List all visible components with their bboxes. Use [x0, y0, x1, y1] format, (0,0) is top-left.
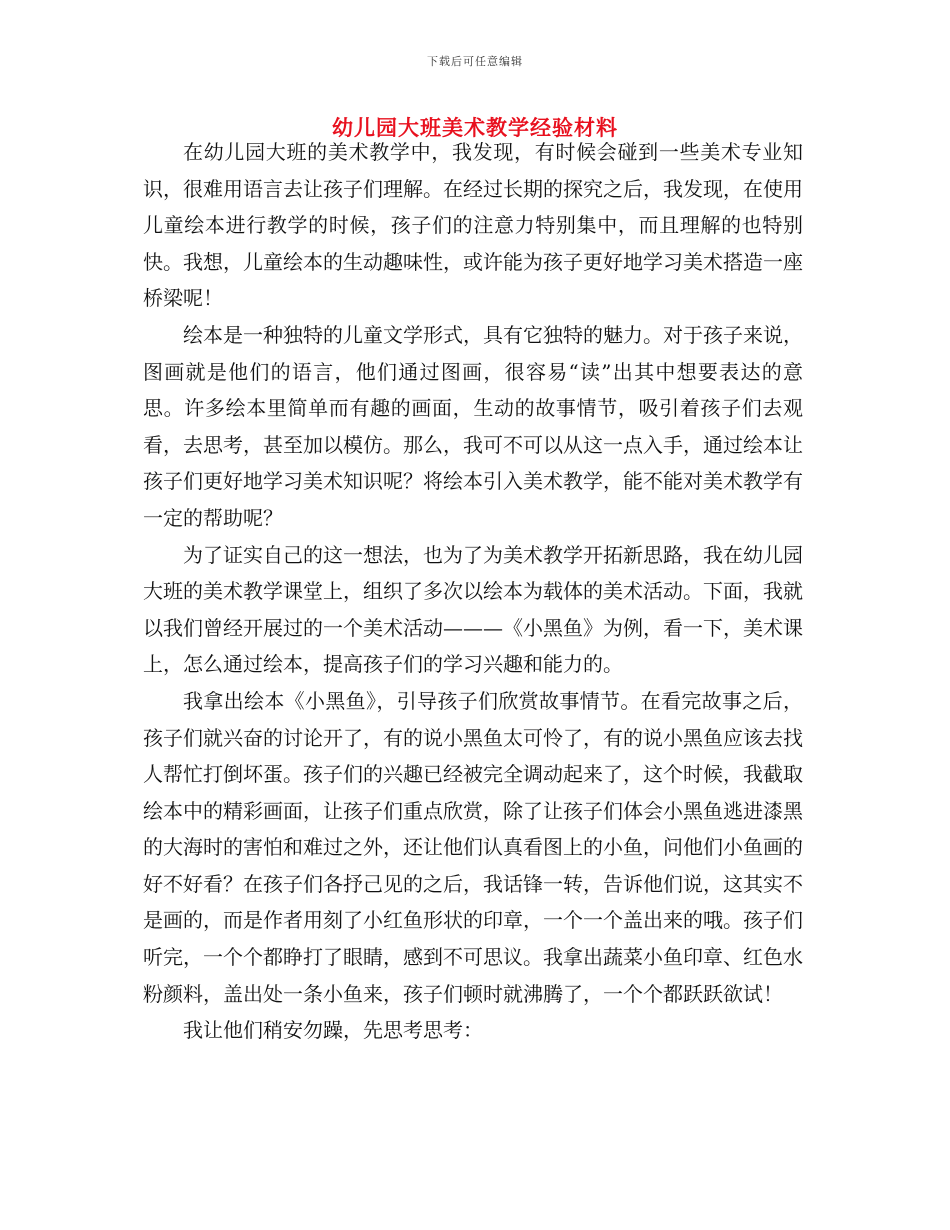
paragraph-1: 在幼儿园大班的美术教学中，我发现，有时候会碰到一些美术专业知识，很难用语言去让孩子们理解。在经过长期的探究之后，我发现，在使用儿童绘本进行教学的时候，孩子们的注意力特别集中，而且理解的也特别快。我想，儿童绘本的生动趣味性，或许能为孩子更好地学习美术搭造一座桥梁呢！	[143, 140, 803, 311]
paragraph-3: 为了证实自己的这一想法，也为了为美术教学开拓新思路，我在幼儿园大班的美术教学课堂上，组织了多次以绘本为载体的美术活动。下面，我就以我们曾经开展过的一个美术活动———《小黑鱼》为例，看一下，美术课上，怎么通过绘本，提高孩子们的学习兴趣和能力的。	[143, 542, 803, 677]
document-title: 幼儿园大班美术教学经验材料	[332, 115, 618, 140]
paragraph-4: 我拿出绘本《小黑鱼》，引导孩子们欣赏故事情节。在看完故事之后，孩子们就兴奋的讨论开了，有的说小黑鱼太可怜了，有的说小黑鱼应该去找人帮忙打倒坏蛋。孩子们的兴趣已经被完全调动起来了，这个时候，我截取绘本中的精彩画面，让孩子们重点欣赏，除了让孩子们体会小黑鱼逃进漆黑的大海时的害怕和难过之外，还让他们认真看图上的小鱼，问他们小鱼画的好不好看？在孩子们各抒己见的之后，我话锋一转，告诉他们说，这其实不是画的，而是作者用刻了小红鱼形状的印章，一个一个盖出来的哦。孩子们听完，一个个都睁打了眼睛，感到不可思议。我拿出蔬菜小鱼印章、红色水粉颜料，盖出处一条小鱼来，孩子们顿时就沸腾了，一个个都跃跃欲试！	[143, 688, 803, 1006]
document-body	[143, 134, 803, 1049]
paragraph-5: 我让他们稍安勿躁，先思考思考：	[183, 1018, 483, 1043]
header-note: 下载后可任意编辑	[427, 55, 523, 68]
paragraph-2: 绘本是一种独特的儿童文学形式，具有它独特的魅力。对于孩子来说，图画就是他们的语言，他们通过图画，很容易“读”出其中想要表达的意思。许多绘本里简单而有趣的画面，生动的故事情节，吸引着孩子们去观看，去思考，甚至加以模仿。那么，我可不可以从这一点入手，通过绘本让孩子们更好地学习美术知识呢？将绘本引入美术教学，能不能对美术教学有一定的帮助呢？	[143, 322, 803, 530]
